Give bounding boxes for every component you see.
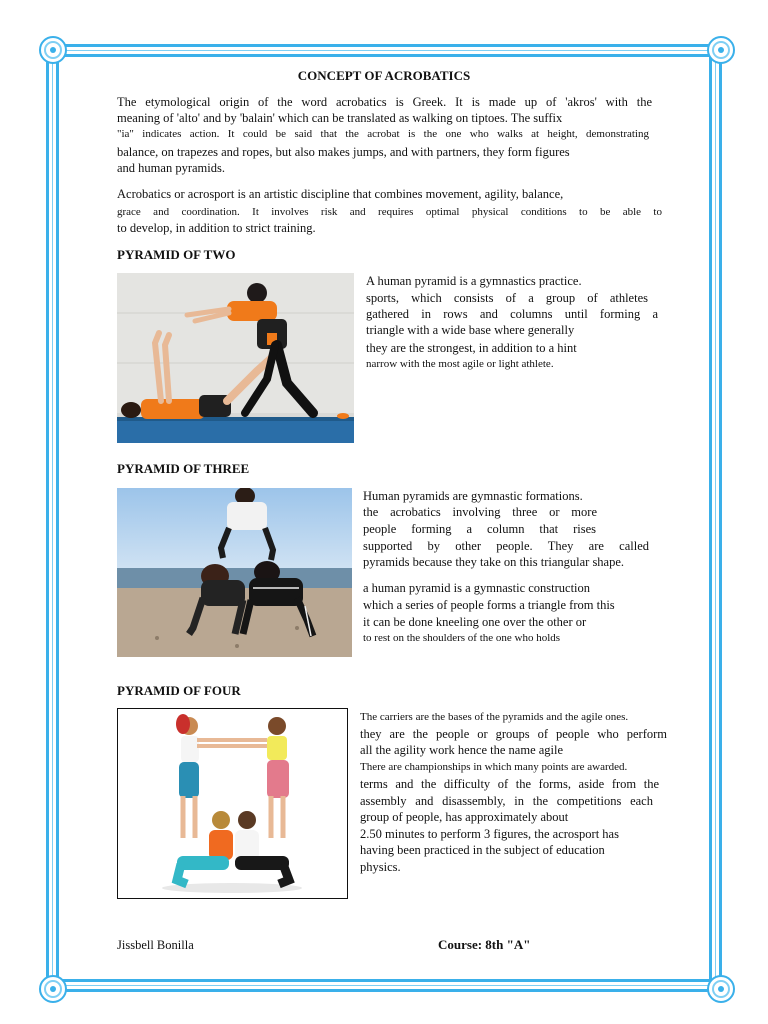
pyramid-of-four-illustration (117, 708, 348, 899)
intro-line-5: and human pyramids. (117, 161, 225, 175)
three-line-3: people forming a column that rises (363, 522, 596, 536)
four-line-4: There are championships in which many points are awarded. (360, 761, 628, 773)
intro-line-2: meaning of 'alto' and by 'balain' which can be translated as walking on tiptoes. The suffix (117, 111, 563, 125)
pyramid-of-three-photo (117, 488, 352, 657)
intro-line-3: "ia" indicates action. It could be said that the acrobat is the one who walks at height, demonstrating (117, 128, 649, 140)
intro-line-1: The etymological origin of the word acrobatics is Greek. It is made up of 'akros' with the (117, 95, 652, 109)
three-line-2: the acrobatics involving three or more (363, 505, 597, 519)
corner-ornament-top-right (706, 35, 736, 65)
four-line-2: they are the people or groups of people who perform (360, 727, 667, 741)
course-label: Course: 8th "A" (438, 937, 531, 952)
four-line-7: group of people, has approximately about (360, 810, 569, 824)
two-line-4: triangle with a wide base where generally (366, 323, 575, 337)
three-line-6: a human pyramid is a gymnastic construction (363, 581, 591, 595)
author-name: Jissbell Bonilla (117, 938, 194, 952)
four-line-1: The carriers are the bases of the pyramids and the agile ones. (360, 711, 629, 723)
four-line-6: assembly and disassembly, in the competitions each (360, 794, 653, 808)
definition-line-2: grace and coordination. It involves risk and requires optimal physical conditions to be able to (117, 206, 662, 218)
two-line-5: they are the strongest, in addition to a hint (366, 341, 577, 355)
intro-line-4: balance, on trapezes and ropes, but also makes jumps, and with partners, they form figures (117, 145, 570, 159)
corner-ornament-bottom-left (38, 974, 68, 1004)
three-line-5: pyramids because they take on this triangular shape. (363, 555, 625, 569)
pyramid-of-two-photo (117, 273, 354, 443)
four-line-8: 2.50 minutes to perform 3 figures, the acrosport has (360, 827, 619, 841)
three-line-7: which a series of people forms a triangle from this (363, 598, 615, 612)
four-line-3: all the agility work hence the name agile (360, 743, 564, 757)
two-line-3: gathered in rows and columns until forming a (366, 307, 658, 321)
two-line-1: A human pyramid is a gymnastics practice. (366, 274, 582, 288)
three-line-8: it can be done kneeling one over the other or (363, 615, 587, 629)
four-line-5: terms and the difficulty of the forms, aside from the (360, 777, 659, 791)
four-line-9: having been practiced in the subject of education (360, 843, 605, 857)
definition-line-3: to develop, in addition to strict training. (117, 221, 316, 235)
page-title: CONCEPT OF ACROBATICS (297, 68, 471, 83)
section-heading-three: PYRAMID OF THREE (117, 461, 250, 476)
two-line-2: sports, which consists of a group of athletes (366, 291, 648, 305)
section-heading-four: PYRAMID OF FOUR (117, 683, 241, 698)
corner-ornament-bottom-right (706, 974, 736, 1004)
three-line-9: to rest on the shoulders of the one who holds (363, 632, 561, 644)
corner-ornament-top-left (38, 35, 68, 65)
definition-line-1: Acrobatics or acrosport is an artistic discipline that combines movement, agility, balance, (117, 187, 564, 201)
section-heading-two: PYRAMID OF TWO (117, 247, 236, 262)
three-line-4: supported by other people. They are called (363, 539, 649, 553)
four-line-10: physics. (360, 860, 401, 874)
three-line-1: Human pyramids are gymnastic formations. (363, 489, 583, 503)
two-line-6: narrow with the most agile or light athlete. (366, 358, 554, 370)
